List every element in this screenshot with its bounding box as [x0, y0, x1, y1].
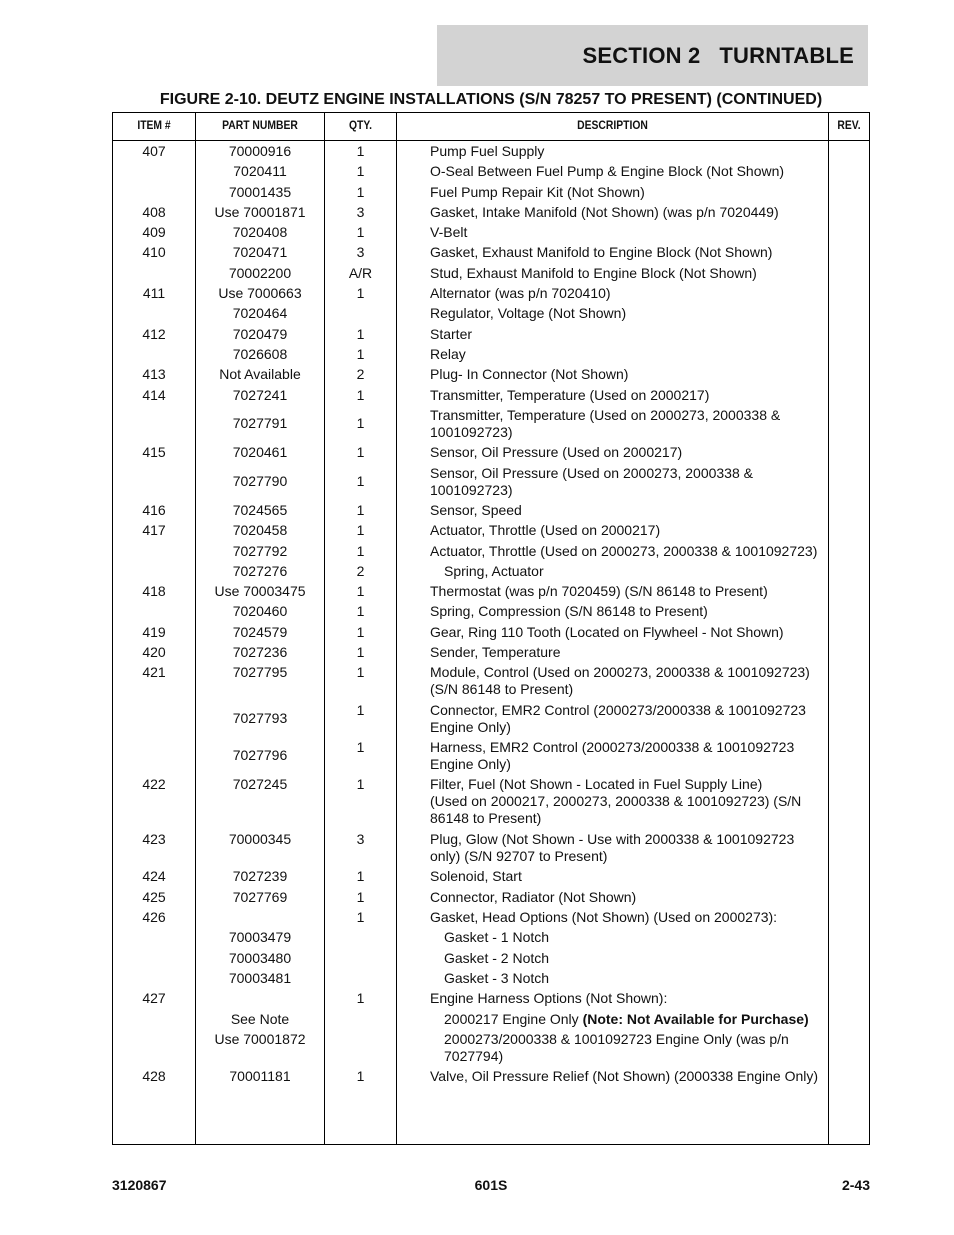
description: Fuel Pump Repair Kit (Not Shown): [430, 183, 645, 200]
part-number: 70003481: [228, 969, 292, 986]
description: Solenoid, Start: [430, 868, 522, 885]
description-line: Engine Only): [430, 718, 511, 735]
quantity: 1: [356, 501, 365, 518]
table-row: [113, 907, 869, 927]
part-number: 7020411: [233, 163, 287, 180]
description: Actuator, Throttle (Used on 2000217): [430, 522, 661, 539]
description-line: 2000273/2000338 & 1001092723 Engine Only (was p/n: [444, 1030, 789, 1047]
item-number: 423: [142, 831, 166, 848]
description: [430, 831, 825, 865]
quantity: 2: [356, 562, 365, 579]
table-row: [113, 700, 869, 737]
description: Alternator (was p/n 7020410): [430, 285, 611, 302]
table-row: [113, 866, 869, 886]
item-number: 415: [142, 444, 166, 461]
description-line: 1001092723): [430, 481, 513, 498]
table-row: [113, 662, 869, 699]
manual-number: 3120867: [112, 1177, 167, 1193]
quantity: 1: [356, 583, 365, 600]
description: Sensor, Speed: [430, 501, 522, 518]
part-number: Use 7000663: [218, 285, 302, 302]
part-number: 7027241: [232, 386, 288, 403]
table-row: [113, 1009, 869, 1029]
table-row: [113, 601, 869, 621]
description: [430, 407, 825, 441]
table-row: [113, 581, 869, 601]
item-number: 413: [142, 366, 166, 383]
table-row: [113, 385, 869, 405]
quantity: 1: [356, 285, 365, 302]
part-number: 70000916: [228, 143, 292, 159]
description: Gasket, Exhaust Manifold to Engine Block (Not Shown): [430, 244, 773, 261]
part-number: 7020461: [232, 444, 288, 461]
description: [444, 1031, 825, 1065]
part-number: 7027795: [232, 664, 288, 681]
description: V-Belt: [430, 224, 468, 241]
table-row: [113, 283, 869, 303]
table-header: [113, 113, 869, 141]
table-row: [113, 303, 869, 323]
quantity: 1: [356, 472, 365, 489]
item-number: 422: [142, 776, 166, 793]
description: [430, 739, 825, 773]
item-number: 410: [142, 244, 166, 261]
quantity: 1: [356, 739, 365, 756]
item-number: 417: [142, 522, 166, 539]
description-line: (S/N 86148 to Present): [430, 681, 574, 698]
header-part-number: PART NUMBER: [222, 120, 298, 132]
quantity: A/R: [348, 264, 373, 281]
table-row: [113, 622, 869, 642]
part-number: 7024565: [232, 501, 288, 518]
description: [430, 702, 825, 736]
item-number: 426: [142, 909, 166, 926]
table-row: [113, 829, 869, 866]
header-rev: REV.: [837, 120, 861, 132]
description: Sensor, Oil Pressure (Used on 2000217): [430, 444, 683, 461]
header-description: DESCRIPTION: [577, 120, 648, 132]
table-row: [113, 364, 869, 384]
quantity: 1: [356, 143, 365, 159]
table-row: [113, 1029, 869, 1066]
description-line: only) (S/N 92707 to Present): [430, 848, 608, 865]
part-number: Not Available: [219, 366, 301, 383]
item-number: 416: [142, 501, 166, 518]
part-number: 7027276: [232, 562, 288, 579]
part-number: 7020471: [232, 244, 288, 261]
description-line: Transmitter, Temperature (Used on 2000273, 2000338 &: [430, 406, 781, 423]
item-number: 407: [142, 143, 166, 159]
description: Gear, Ring 110 Tooth (Located on Flywheel - Not Shown): [430, 623, 784, 640]
description: Plug- In Connector (Not Shown): [430, 366, 629, 383]
description: [430, 776, 825, 827]
table-row: [113, 263, 869, 283]
table-row: [113, 642, 869, 662]
part-number: 70002200: [228, 264, 292, 281]
description: Connector, Radiator (Not Shown): [430, 888, 637, 905]
part-number: Use 70003475: [214, 583, 306, 600]
part-number: Use 70001872: [214, 1030, 306, 1047]
parts-table: [112, 112, 870, 1145]
description-line: 1001092723): [430, 423, 513, 440]
description-line: 7027794): [444, 1047, 504, 1064]
header-item: ITEM #: [137, 120, 171, 132]
item-number: 409: [142, 224, 166, 241]
item-number: 408: [142, 203, 166, 220]
item-number: 412: [142, 325, 166, 342]
table-row: [113, 222, 869, 242]
quantity: 1: [356, 909, 365, 926]
part-number: 70000345: [228, 831, 292, 848]
part-number: 7027245: [232, 776, 288, 793]
table-row: [113, 541, 869, 561]
description: Thermostat (was p/n 7020459) (S/N 86148 to Present): [430, 583, 768, 600]
item-number: 428: [142, 1068, 166, 1085]
description: O-Seal Between Fuel Pump & Engine Block (Not Shown): [430, 163, 785, 180]
description-line: Module, Control (Used on 2000273, 2000338 & 1001092723): [430, 664, 810, 681]
description: Spring, Actuator: [444, 562, 544, 579]
description-line: 86148 to Present): [430, 810, 542, 827]
quantity: 1: [356, 664, 365, 681]
part-number: 7020479: [232, 325, 288, 342]
section-banner: [437, 25, 868, 86]
description: Pump Fuel Supply: [430, 143, 545, 159]
table-row: [113, 242, 869, 262]
part-number: 7020460: [232, 603, 288, 620]
part-number: 7027793: [232, 709, 288, 726]
purchase-note: (Note: Not Available for Purchase): [582, 1010, 809, 1027]
part-number: 70001435: [228, 183, 292, 200]
quantity: 1: [356, 163, 365, 180]
item-number: 424: [142, 868, 166, 885]
quantity: 1: [356, 414, 365, 431]
quantity: 1: [356, 183, 365, 200]
table-row: [113, 463, 869, 500]
description: Regulator, Voltage (Not Shown): [430, 305, 627, 322]
item-number: 418: [142, 583, 166, 600]
description: Engine Harness Options (Not Shown):: [430, 990, 668, 1007]
item-number: 421: [142, 664, 166, 681]
table-row: [113, 202, 869, 222]
table-row: [113, 344, 869, 364]
description: Stud, Exhaust Manifold to Engine Block (Not Shown): [430, 264, 757, 281]
table-row: [113, 405, 869, 442]
page-number: 2-43: [841, 1177, 870, 1193]
quantity: 1: [356, 623, 365, 640]
item-number: 419: [142, 623, 166, 640]
description: Gasket - 1 Notch: [444, 929, 550, 946]
part-number: 7027791: [232, 414, 288, 431]
quantity: 1: [356, 868, 365, 885]
description: Gasket, Intake Manifold (Not Shown) (was p/n 7020449): [430, 203, 779, 220]
section-title: SECTION 2 TURNTABLE: [582, 42, 854, 68]
table-row: [113, 161, 869, 181]
item-number: 425: [142, 888, 166, 905]
description: [430, 664, 825, 698]
table-body: [113, 141, 869, 1087]
quantity: 3: [356, 203, 365, 220]
description: Sender, Temperature: [430, 644, 561, 661]
description-line: Filter, Fuel (Not Shown - Located in Fuel Supply Line): [430, 776, 763, 793]
description: Relay: [430, 345, 466, 362]
description-line: Connector, EMR2 Control (2000273/2000338 & 1001092723: [430, 701, 806, 718]
quantity: 3: [356, 831, 365, 848]
description: Valve, Oil Pressure Relief (Not Shown) (2000338 Engine Only): [430, 1068, 819, 1085]
item-number: 411: [142, 285, 166, 302]
part-number: Use 70001871: [214, 203, 306, 220]
quantity: 1: [356, 522, 365, 539]
table-row: [113, 141, 869, 161]
table-row: [113, 182, 869, 202]
quantity: 1: [356, 224, 365, 241]
description: Starter: [430, 325, 473, 342]
part-number: 7027239: [232, 868, 288, 885]
part-number: 7020464: [232, 305, 288, 322]
part-number: 7027236: [232, 644, 288, 661]
description-line: 2000217 Engine Only: [444, 1010, 583, 1027]
quantity: 1: [356, 776, 365, 793]
table-row: [113, 442, 869, 462]
quantity: 1: [356, 444, 365, 461]
description: Transmitter, Temperature (Used on 2000217): [430, 386, 710, 403]
description: Actuator, Throttle (Used on 2000273, 2000338 & 1001092723): [430, 542, 818, 559]
quantity: 1: [356, 603, 365, 620]
table-row: [113, 561, 869, 581]
quantity: 1: [356, 888, 365, 905]
description-line: (Used on 2000217, 2000273, 2000338 & 1001092723) (S/N: [430, 793, 802, 810]
part-number: 70003480: [228, 949, 292, 966]
description: Gasket - 2 Notch: [444, 949, 550, 966]
table-row: [113, 927, 869, 947]
part-number: 7020458: [232, 522, 288, 539]
description: Gasket - 3 Notch: [444, 969, 550, 986]
description: [444, 1011, 825, 1028]
item-number: 420: [142, 644, 166, 661]
description-line: Sensor, Oil Pressure (Used on 2000273, 2000338 &: [430, 464, 753, 481]
page-footer: [112, 1177, 870, 1197]
table-row: [113, 520, 869, 540]
part-number: 7027796: [232, 747, 288, 764]
description-line: Engine Only): [430, 756, 511, 773]
table-row: [113, 500, 869, 520]
figure-title: FIGURE 2-10. DEUTZ ENGINE INSTALLATIONS (S/N 78257 TO PRESENT) (CONTINUED): [159, 91, 823, 108]
item-number: 414: [142, 386, 166, 403]
part-number: 70003479: [228, 929, 292, 946]
table-row: [113, 1066, 869, 1086]
description-line: Plug, Glow (Not Shown - Use with 2000338 & 1001092723: [430, 831, 795, 848]
part-number: 7027769: [232, 888, 288, 905]
quantity: 2: [356, 366, 365, 383]
table-row: [113, 948, 869, 968]
description: Gasket, Head Options (Not Shown) (Used on 2000273):: [430, 909, 778, 926]
quantity: 1: [356, 1068, 365, 1085]
table-row: [113, 324, 869, 344]
quantity: 1: [356, 990, 365, 1007]
table-row: [113, 988, 869, 1008]
description: Spring, Compression (S/N 86148 to Present): [430, 603, 708, 620]
part-number: 7026608: [232, 345, 288, 362]
quantity: 1: [356, 325, 365, 342]
table-row: [113, 968, 869, 988]
quantity: 1: [356, 644, 365, 661]
table-row: [113, 737, 869, 774]
part-number: See Note: [230, 1010, 290, 1027]
quantity: 1: [356, 386, 365, 403]
part-number: 7027792: [232, 542, 288, 559]
part-number: 7027790: [232, 472, 288, 489]
quantity: 1: [356, 345, 365, 362]
model-name: 601S: [474, 1177, 508, 1193]
table-row: [113, 774, 869, 829]
description-line: Harness, EMR2 Control (2000273/2000338 & 1001092723: [430, 739, 795, 756]
quantity: 1: [356, 701, 365, 718]
description: [430, 465, 825, 499]
part-number: 70001181: [229, 1068, 291, 1085]
quantity: 3: [356, 244, 365, 261]
part-number: 7024579: [232, 623, 288, 640]
quantity: 1: [356, 542, 365, 559]
item-number: 427: [142, 990, 166, 1007]
table-row: [113, 887, 869, 907]
part-number: 7020408: [232, 224, 288, 241]
header-qty: QTY.: [348, 120, 373, 132]
